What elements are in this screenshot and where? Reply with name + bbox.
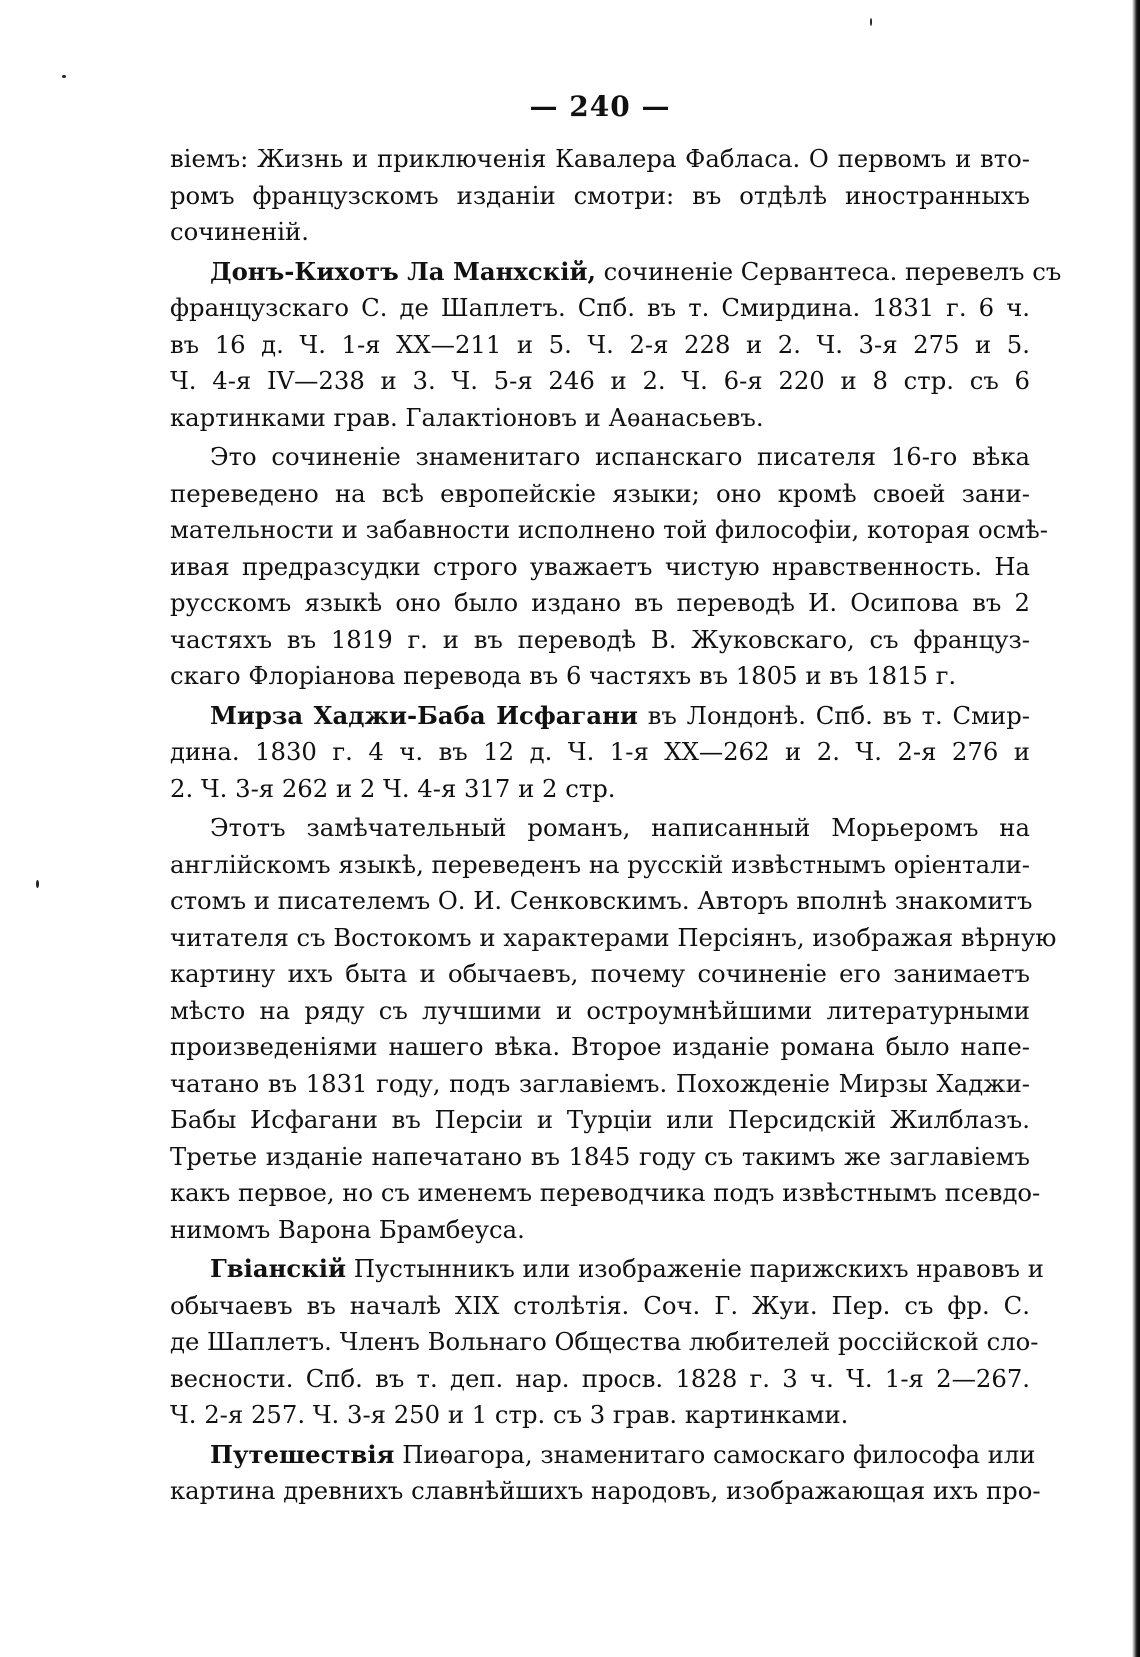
entry-don-quixote <box>170 254 1062 437</box>
text-line: 2. Ч. 3-я 262 и 2 Ч. 4-я 317 и 2 стр. <box>170 773 616 803</box>
text-line: сочиненій. <box>170 217 309 246</box>
text-line: віемъ: Жизнь и приключенія Кавалера Фабласа. О первомъ и вто- <box>170 144 1030 173</box>
text-line: произведеніями нашего вѣка. Второе изданіе романа было напе- <box>170 1032 1030 1061</box>
entry-title: Донъ-Кихотъ Ла Манхскій, <box>210 256 596 286</box>
text-line: англійскомъ языкѣ, переведенъ на русскій извѣстнымъ оріентали- <box>170 849 1030 879</box>
text-line: скаго Флоріанова перевода въ 6 частяхъ въ 1805 и въ 1815 г. <box>170 661 957 690</box>
text-line: ивая предразсудки строго уважаетъ чистую нравственность. На <box>170 551 1030 581</box>
text-line: въ 16 д. Ч. 1-я ХХ—211 и 5. Ч. 2-я 228 и 2. Ч. 3-я 275 и 5. <box>170 329 1030 359</box>
text-line: какъ первое, но съ именемъ переводчика подъ извѣстнымъ псевдо- <box>170 1178 1041 1207</box>
text-fragment: Пиѳагора, знаменитаго самоскаго философа или <box>394 1439 1036 1469</box>
text-line: чатано въ 1831 году, подъ заглавіемъ. Похожденіе Мирзы Хаджи- <box>170 1068 1030 1098</box>
text-line: мѣсто на ряду съ лучшими и остроумнѣйшими литературными <box>170 995 1030 1025</box>
text-line: Ч. 2-я 257. Ч. 3-я 250 и 1 стр. съ 3 грав. картинками. <box>170 1400 849 1429</box>
entry-mirza-haji-baba <box>170 698 1030 808</box>
text-line: стомъ и писателемъ О. И. Сенковскимъ. Авторъ вполнѣ знакомитъ <box>170 886 1033 915</box>
text-fragment: Пустынникъ или изображеніе парижскихъ нравовъ и <box>346 1254 1044 1283</box>
text-line: ромъ французскомъ изданіи смотри: въ отдѣлѣ иностранныхъ <box>170 180 1030 210</box>
text-line: картинками грав. Галактіоновъ и Аѳанасьевъ. <box>170 402 764 432</box>
text-line: весности. Спб. въ т. деп. нар. просв. 1828 г. 3 ч. Ч. 1-я 2—267. <box>170 1363 1030 1393</box>
text-line <box>170 1251 1044 1288</box>
scan-speck <box>36 880 39 888</box>
scan-speck <box>62 75 66 78</box>
page-number: — 240 — <box>529 90 671 123</box>
entry-travels-pythagoras <box>170 1437 1041 1510</box>
text-line: переведено на всѣ европейскіе языки; оно кромѣ своей зани- <box>170 478 1030 508</box>
entry-guiana-hermit <box>170 1251 1044 1434</box>
text-line: мательности и забавности исполнено той философіи, которая осмѣ- <box>170 515 1048 544</box>
entry-title: Мирза Хаджи-Баба Исфагани <box>210 700 638 730</box>
paragraph-mirza-description <box>170 810 1057 1248</box>
text-line: Третье изданіе напечатано въ 1845 году съ такимъ же заглавіемъ <box>170 1141 1030 1171</box>
scan-speck <box>870 18 872 26</box>
text-line: Это сочиненіе знаменитаго испанскаго писателя 16-го вѣка <box>210 442 1030 471</box>
text-line: Бабы Исфагани въ Персіи и Турціи или Персидскій Жилблазъ. <box>170 1105 1030 1134</box>
text-line: дина. 1830 г. 4 ч. въ 12 д. Ч. 1-я ХХ—262 и 2. Ч. 2-я 276 и <box>170 737 1030 766</box>
text-line: картина древнихъ славнѣйшихъ народовъ, изображающая ихъ про- <box>170 1476 1041 1505</box>
text-line: нимомъ Варона Брамбеуса. <box>170 1214 525 1244</box>
text-line: обычаевъ въ началѣ XIX столѣтія. Соч. Г. Жуи. Пер. съ фр. С. <box>170 1290 1030 1320</box>
text-line <box>170 698 1030 735</box>
text-line: картину ихъ быта и обычаевъ, почему сочиненіе его занимаетъ <box>170 959 1030 988</box>
text-line: читателя съ Востокомъ и характерами Персіянъ, изображая вѣрную <box>170 922 1057 952</box>
text-fragment: въ Лондонѣ. Спб. въ т. Смир- <box>637 700 1031 730</box>
text-line: Этотъ замѣчательный романъ, написанный Морьеромъ на <box>210 813 1030 842</box>
text-line: частяхъ въ 1819 г. и въ переводѣ В. Жуковскаго, съ француз- <box>170 624 1030 654</box>
paragraph-continuation <box>170 141 1030 251</box>
entry-title: Гвіанскій <box>210 1254 347 1283</box>
text-line: русскомъ языкѣ оно было издано въ переводѣ И. Осипова въ 2 <box>170 588 1030 617</box>
text-line: де Шаплетъ. Членъ Вольнаго Общества любителей россійской сло- <box>170 1327 1039 1356</box>
book-page <box>170 90 1062 1513</box>
text-fragment: сочиненіе Сервантеса. перевелъ съ <box>595 256 1062 286</box>
text-line: французскаго С. де Шаплетъ. Спб. въ т. Смирдина. 1831 г. 6 ч. <box>170 293 1030 322</box>
scan-edge <box>1132 0 1140 1657</box>
text-line: Ч. 4-я IV—238 и 3. Ч. 5-я 246 и 2. Ч. 6-я 220 и 8 стр. съ 6 <box>170 366 1030 395</box>
text-line <box>170 254 1062 291</box>
page-text <box>170 141 1062 1510</box>
paragraph-don-quixote-description <box>170 439 1048 695</box>
entry-title: Путешествія <box>210 1439 395 1469</box>
text-line <box>170 1437 1036 1474</box>
